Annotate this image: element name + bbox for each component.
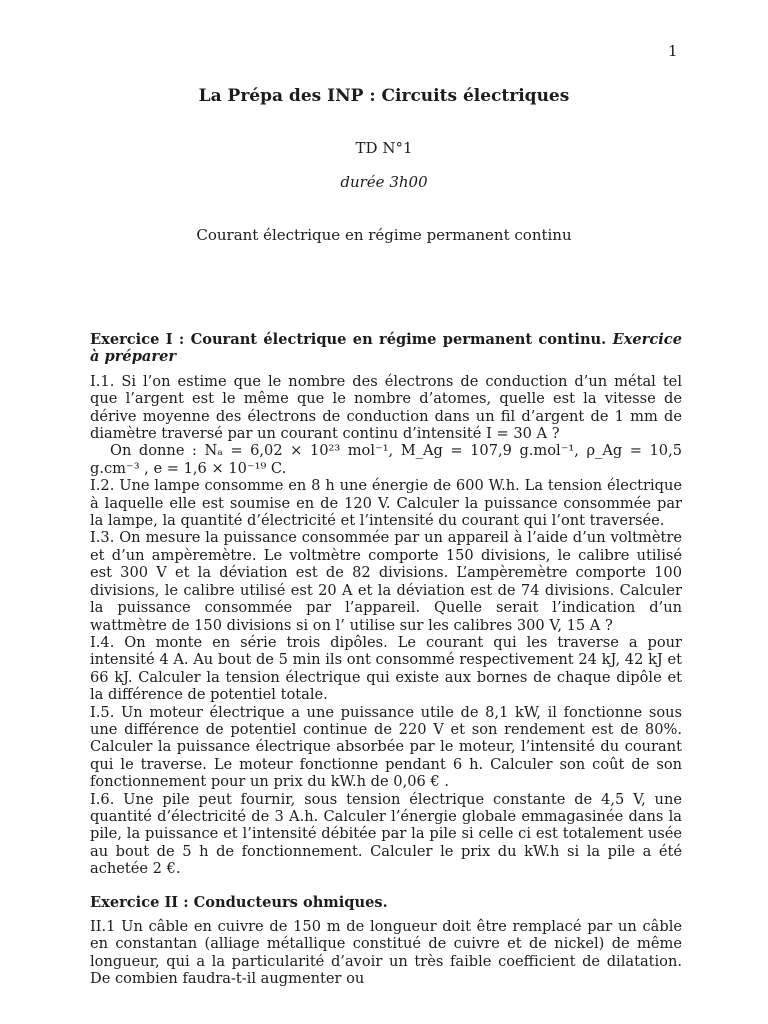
page-number: 1 [668,42,678,60]
exercise-1-question-3: I.3. On mesure la puissance consommée par un appareil à l’aide d’un voltmètre et d’un ampèremètre. Le voltmètre comporte 150 divisions, le calibre utilisé est 300 V et la déviation est de 82 divisions. L’ampèremètre comporte 100 divisions, le calibre utilisé est 20 A et la déviation est de 74 divisions. Calculer la puissance consommée par l’appareil. Quelle serait l’indication d’un wattmètre de 150 divisions si on l’ utilise sur les calibres 300 V, 15 A ? [90,529,682,634]
duration: durée 3h00 [340,173,428,191]
document-title: La Prépa des INP : Circuits électriques [198,86,570,106]
td-number: TD N°1 [355,139,413,157]
exercise-1-question-4: I.4. On monte en série trois dipôles. Le courant qui les traverse a pour intensité 4 A. Au bout de 5 min ils ont consommé respectivement 24 kJ, 42 kJ et 66 kJ. Calculer la tension électrique qui existe aux bornes de chaque dipôle et la différence de potentiel totale. [90,633,682,704]
exercise-2-question-1: II.1 Un câble en cuivre de 150 m de longueur doit être remplacé par un câble en constantan (alliage métallique constitué de cuivre et de nickel) de même longueur, qui a la particularité d’avoir un très faible coefficient de dilatation. De combien faudra-t-il augmenter ou [90,918,682,988]
subject-line: Courant électrique en régime permanent continu [196,226,572,244]
exercise-1-question-6: I.6. Une pile peut fournir, sous tension électrique constante de 4,5 V, une quantité d’électricité de 3 A.h. Calculer l’énergie globale emmagasinée dans la pile, la puissance et l’intensité débitée par la pile si celle ci est totalement usée au bout de 5 h de fonctionnement. Calculer le prix du kW.h si la pile a été achetée 2 €. [90,790,682,878]
exercise-1-question-2: I.2. Une lampe consomme en 8 h une énergie de 600 W.h. La tension électrique à laquelle elle est soumise en de 120 V. Calculer la puissance consommée par la lampe, la quantité d’électricité et l’intensité du courant qui l’ont traversée. [90,477,682,530]
exercise-1-title-note: Exercice à préparer [90,331,682,366]
exercise-1-title [90,331,682,366]
exercise-1-question-1: I.1. Si l’on estime que le nombre des électrons de conduction d’un métal tel que l’argent est le même que le nombre d’atomes, quelle est la vitesse de dérive moyenne des électrons de conduction dans un fil d’argent de 1 mm de diamètre traversé par un courant continu d’intensité I = 30 A ? [90,372,682,443]
document-body [90,331,682,988]
exercise-1-question-5: I.5. Un moteur électrique a une puissance utile de 8,1 kW, il fonctionne sous une différence de potentiel continue de 220 V et son rendement est de 80%. Calculer la puissance électrique absorbée par le moteur, l’intensité du courant qui le traverse. Le moteur fonctionne pendant 6 h. Calculer son coût de son fonctionnement pour un prix du kW.h de 0,06 € . [90,703,682,791]
exercise-2-title: Exercice II : Conducteurs ohmiques. [90,893,388,911]
exercise-1-given-data: On donne : Nₐ = 6,02 × 10²³ mol⁻¹, M_Ag = 107,9 g.mol⁻¹, ρ_Ag = 10,5 g.cm⁻³ , e = 1,6 × 10⁻¹⁹ C. [90,442,682,477]
exercise-1-title-text: Exercice I : Courant électrique en régime permanent continu. [90,331,607,348]
